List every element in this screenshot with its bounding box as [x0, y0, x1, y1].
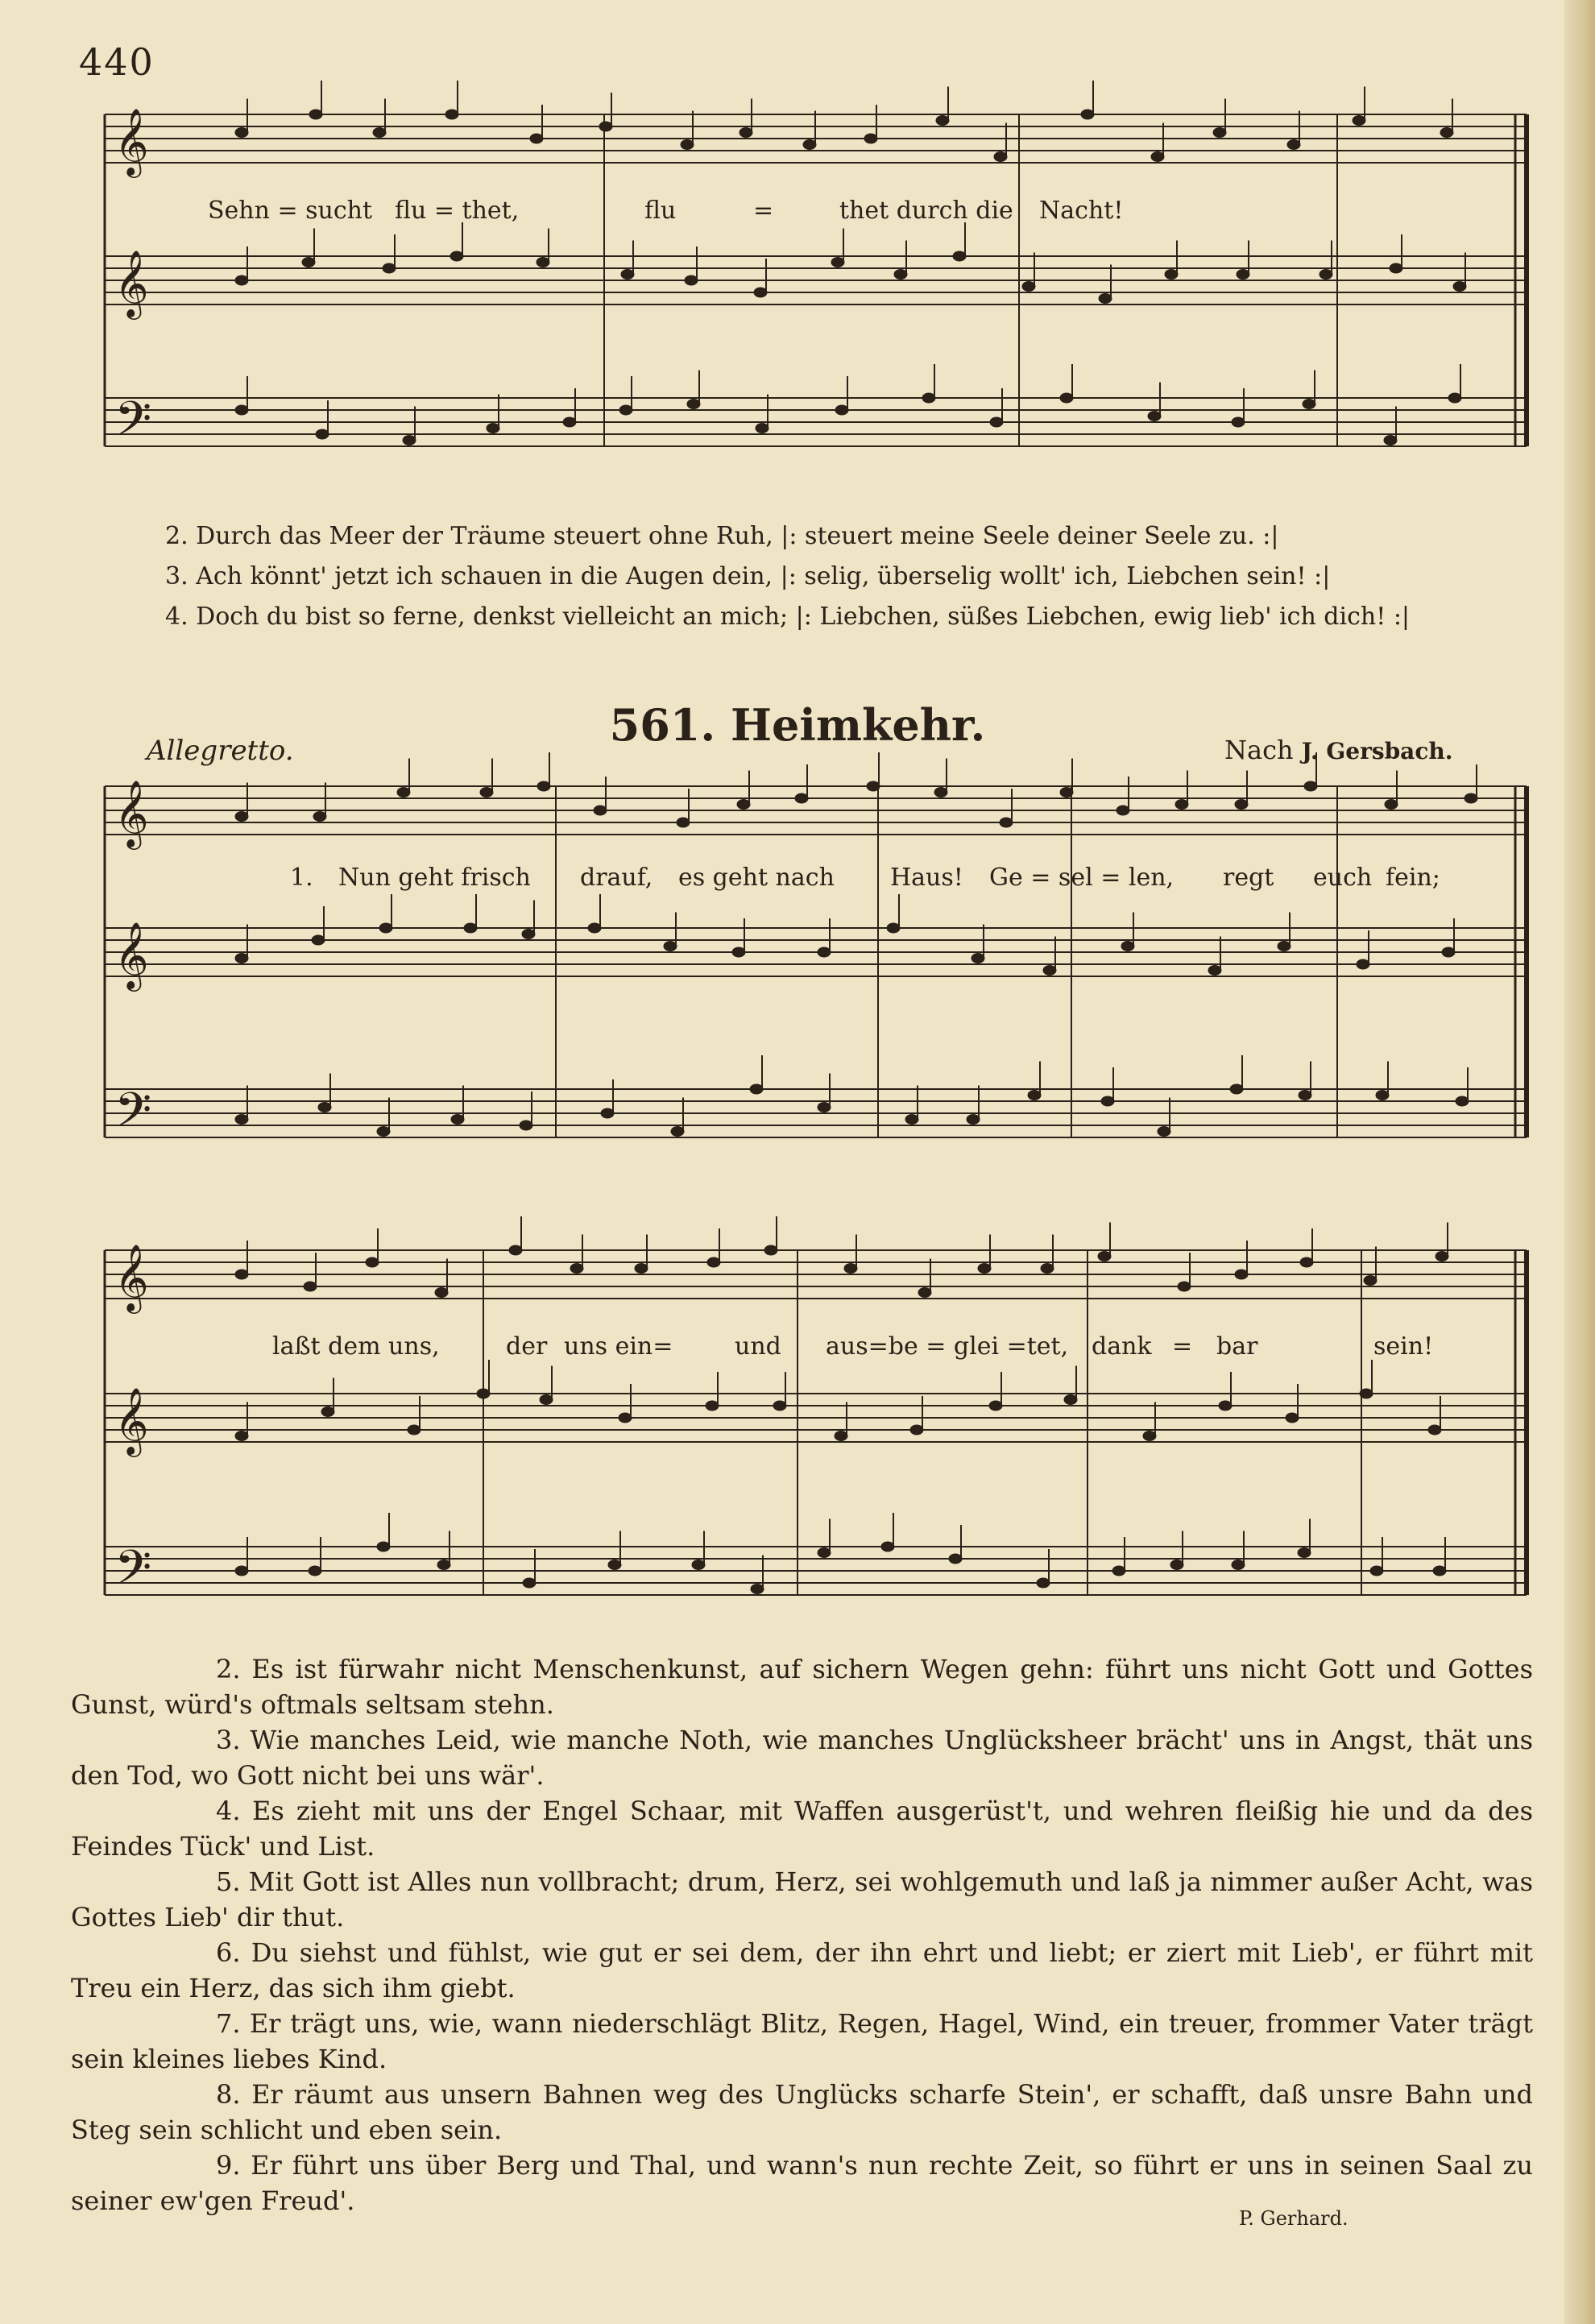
note-head [1098, 1252, 1111, 1261]
note-head [397, 788, 410, 797]
lyric-syllable: bar [1216, 1332, 1258, 1361]
note-head [835, 405, 848, 415]
note-head [707, 1257, 720, 1267]
note-head [1303, 400, 1315, 409]
note-head [818, 1548, 831, 1558]
stanza-text: Er räumt aus unsern Bahnen weg des Unglücks scharfe Stein', er schafft, daß unsre Bahn und Steg sein schlicht und eben sein. [71, 2079, 1534, 2145]
lyric-syllable: flu = thet, [395, 197, 520, 225]
lyric-syllable: Haus! [890, 864, 963, 892]
note-head [1178, 1282, 1191, 1291]
note-head [1213, 128, 1226, 138]
note-head [313, 812, 326, 822]
lyric-syllable: und [735, 1332, 781, 1361]
note-head [1148, 412, 1161, 421]
note-head [905, 1115, 918, 1125]
stanza-text: Wie manches Leid, wie manche Noth, wie manches Unglücksheer brächt' uns in Angst, thät uns den Tod, wo Gott nicht bei uns wär'. [71, 1725, 1534, 1791]
note-head [522, 930, 535, 939]
stanza-paragraph [71, 2077, 1533, 2148]
page-number: 440 [79, 40, 155, 84]
verse-line: 4. Doch du bist so ferne, denkst vielleicht an mich; |: Liebchen, süßes Liebchen, ewig lieb' ich dich! :| [165, 603, 1411, 631]
lyric-syllable: Sehn = sucht [208, 197, 373, 225]
note-head [1320, 270, 1332, 280]
tempo-marking: Allegretto. [147, 735, 294, 767]
note-head [803, 140, 816, 150]
note-head [685, 275, 698, 285]
note-head [1237, 270, 1249, 280]
note-head [520, 1121, 532, 1130]
note-head [312, 935, 325, 945]
note-head [1376, 1091, 1389, 1100]
lyric-syllable: Nun geht frisch [338, 864, 531, 892]
note-head [1300, 1257, 1313, 1267]
stanza-paragraph [71, 1793, 1533, 1864]
stanza-number: 5. [216, 1866, 241, 1897]
note-head [681, 140, 694, 150]
note-head [1175, 800, 1188, 810]
note-head [922, 393, 935, 403]
note-head [570, 1264, 583, 1274]
treble-clef-icon: 𝄞 [114, 779, 149, 847]
note-head [692, 1560, 705, 1570]
note-head [530, 134, 543, 143]
note-head [304, 1282, 317, 1291]
note-head [599, 122, 612, 131]
note-head [1041, 1264, 1054, 1274]
note-head [994, 152, 1007, 162]
stanza-number: 9. [216, 2150, 241, 2181]
note-head [887, 923, 900, 933]
note-head [894, 270, 907, 280]
note-head [477, 1389, 490, 1398]
stanza-text: Du siehst und fühlst, wie gut er sei dem, der ihn ehrt und liebt; er ziert mit Lieb', er führt mit Treu ein Herz, das sich ihm giebt. [71, 1937, 1534, 2003]
note-head [867, 781, 880, 791]
note-head [621, 270, 634, 280]
stanza-number: 8. [216, 2079, 241, 2110]
composer-name: J. Gersbach. [1301, 738, 1453, 764]
lyric-syllable: 1. [290, 864, 313, 892]
note-head [989, 1401, 1002, 1411]
treble-clef-icon: 𝄞 [114, 249, 149, 317]
note-head [1456, 1096, 1469, 1106]
note-head [1385, 800, 1398, 810]
note-head [881, 1542, 894, 1551]
note-head [1298, 1548, 1311, 1558]
note-head [1099, 294, 1112, 304]
hymn-title: 561. Heimkehr. [609, 699, 986, 751]
note-head [1116, 806, 1129, 815]
note-head [1081, 110, 1094, 119]
note-head [309, 110, 322, 119]
note-head [537, 781, 550, 791]
note-head [1101, 1096, 1114, 1106]
verse-line: 2. Durch das Meer der Träume steuert ohne Ruh, |: steuert meine Seele deiner Seele zu. :| [165, 522, 1279, 550]
note-head [831, 258, 844, 267]
note-head [818, 947, 831, 957]
note-head [677, 818, 690, 827]
stanza-paragraph [71, 2006, 1533, 2077]
note-head [934, 788, 947, 797]
lyric-syllable: sein! [1373, 1332, 1434, 1361]
note-head [377, 1127, 390, 1137]
note-head [1278, 942, 1290, 951]
note-head [450, 251, 463, 261]
note-head [1390, 263, 1402, 273]
note-head [1440, 128, 1453, 138]
treble-clef-icon: 𝄞 [114, 1386, 149, 1454]
note-head [1232, 1560, 1245, 1570]
lyric-syllable: euch [1313, 864, 1373, 892]
stanza-number: 3. [216, 1725, 241, 1755]
bass-clef-icon: 𝄢 [114, 1539, 152, 1607]
bass-clef-icon: 𝄢 [114, 391, 152, 458]
note-head [1235, 1270, 1248, 1279]
treble-clef-icon: 𝄞 [114, 1243, 149, 1311]
lyric-syllable: drauf, [580, 864, 653, 892]
note-head [1453, 282, 1466, 292]
note-head [366, 1257, 379, 1267]
note-head [754, 288, 767, 297]
note-head [1357, 959, 1369, 969]
stanza-text: Er führt uns über Berg und Thal, und wann's nun rechte Zeit, so führt er uns in seinen Saal zu seiner ew'gen Freud'. [71, 2150, 1533, 2216]
note-head [1286, 1413, 1299, 1423]
note-head [990, 417, 1003, 427]
note-head [1219, 1401, 1232, 1411]
note-head [1428, 1425, 1441, 1435]
note-head [235, 405, 248, 415]
stanza-paragraph [71, 1651, 1533, 1722]
note-head [953, 251, 966, 261]
lyric-syllable: dank [1092, 1332, 1152, 1361]
stanza-text: Er trägt uns, wie, wann niederschlägt Blitz, Regen, Hagel, Wind, ein treuer, frommer Vater trägt sein kleines liebes Kind. [71, 2008, 1534, 2074]
note-head [1364, 1276, 1377, 1286]
note-head [1158, 1127, 1170, 1137]
note-head [594, 806, 607, 815]
note-head [316, 429, 329, 439]
note-head [235, 128, 248, 138]
lyric-syllable: = [753, 197, 774, 225]
composer-credit [1224, 735, 1452, 765]
stanza-paragraph [71, 1935, 1533, 2006]
lyric-syllable: fein; [1386, 864, 1440, 892]
note-head [235, 1566, 248, 1576]
note-head [523, 1578, 536, 1588]
note-head [509, 1245, 522, 1255]
note-head [408, 1425, 420, 1435]
lyric-syllable: = [1172, 1332, 1193, 1361]
note-head [1208, 966, 1221, 976]
note-head [1299, 1091, 1311, 1100]
note-head [235, 954, 248, 963]
treble-clef-icon: 𝄞 [114, 921, 149, 988]
note-head [1022, 282, 1035, 292]
note-head [978, 1264, 991, 1274]
note-head [949, 1554, 962, 1564]
note-head [756, 424, 768, 433]
note-head [480, 788, 493, 797]
note-head [445, 110, 458, 119]
note-head [487, 424, 499, 433]
note-head [235, 1115, 248, 1125]
note-head [464, 923, 477, 933]
note-head [1353, 116, 1365, 126]
lyric-syllable: laßt dem uns, [272, 1332, 440, 1361]
lyric-syllable: Nacht! [1039, 197, 1124, 225]
note-head [751, 1585, 764, 1594]
note-head [619, 1413, 632, 1423]
note-head [373, 128, 386, 138]
note-head [309, 1566, 321, 1576]
stanza-number: 4. [216, 1796, 241, 1826]
note-head [1232, 417, 1245, 427]
note-head [687, 400, 700, 409]
note-head [1235, 800, 1248, 810]
note-head [1448, 393, 1461, 403]
note-head [764, 1245, 777, 1255]
stanza-number: 2. [216, 1654, 241, 1684]
note-head [235, 275, 248, 285]
note-head [1060, 393, 1073, 403]
bass-clef-icon: 𝄢 [114, 1082, 152, 1150]
note-head [1151, 152, 1164, 162]
note-head [1464, 793, 1477, 803]
note-head [379, 923, 392, 933]
note-head [737, 800, 750, 810]
note-head [1043, 966, 1056, 976]
note-head [1433, 1566, 1446, 1576]
note-head [235, 1431, 248, 1441]
note-head [1287, 140, 1300, 150]
composer-prefix: Nach [1224, 735, 1294, 765]
note-head [318, 1103, 331, 1112]
note-head [1230, 1084, 1243, 1094]
note-head [437, 1560, 450, 1570]
note-head [451, 1115, 464, 1125]
lyric-syllable: flu [644, 197, 677, 225]
stanza-number: 7. [216, 2008, 241, 2039]
note-head [1028, 1091, 1041, 1100]
note-head [540, 1395, 553, 1405]
note-head [1384, 436, 1397, 445]
note-head [383, 263, 396, 273]
note-head [321, 1407, 334, 1417]
note-head [601, 1108, 614, 1118]
note-head [608, 1560, 621, 1570]
note-head [795, 793, 808, 803]
note-head [619, 405, 632, 415]
verse-line: 3. Ach könnt' jetzt ich schauen in die Augen dein, |: selig, überselig wollt' ich, Liebchen sein! :| [165, 562, 1331, 590]
note-head [377, 1542, 390, 1551]
note-head [563, 417, 576, 427]
note-head [235, 812, 248, 822]
note-head [1170, 1560, 1183, 1570]
note-head [936, 116, 949, 126]
lyric-syllable: es geht nach [678, 864, 835, 892]
note-head [910, 1425, 923, 1435]
note-head [1060, 788, 1073, 797]
stanza-text: Es ist fürwahr nicht Menschenkunst, auf sichern Wegen gehn: führt uns nicht Gott und Gottes Gunst, würd's oftmals seltsam stehn. [71, 1654, 1534, 1720]
note-head [1112, 1566, 1125, 1576]
lyric-syllable: uns ein= [564, 1332, 673, 1361]
note-head [844, 1264, 857, 1274]
stanza-text: Es zieht mit uns der Engel Schaar, mit Waffen ausgerüst't, und wehren fleißig hie und da des Feindes Tück' und List. [71, 1796, 1534, 1862]
note-head [235, 1270, 248, 1279]
note-head [1143, 1431, 1156, 1441]
note-head [1165, 270, 1178, 280]
note-head [1360, 1389, 1373, 1398]
note-head [740, 128, 752, 138]
note-head [1304, 781, 1317, 791]
lyric-syllable: Ge = sel = len, [989, 864, 1174, 892]
note-head [732, 947, 745, 957]
note-head [1436, 1252, 1448, 1261]
note-head [435, 1288, 448, 1298]
note-head [818, 1103, 831, 1112]
note-head [671, 1127, 684, 1137]
stanza-number: 6. [216, 1937, 241, 1968]
stanza-paragraph [71, 1722, 1533, 1793]
note-head [1037, 1578, 1050, 1588]
note-head [302, 258, 315, 267]
note-head [750, 1084, 763, 1094]
note-head [1442, 947, 1455, 957]
note-head [588, 923, 601, 933]
note-head [403, 436, 416, 445]
lyric-syllable: thet durch die [839, 197, 1013, 225]
note-head [635, 1264, 648, 1274]
lyric-syllable: regt [1223, 864, 1274, 892]
lyric-syllable: der [506, 1332, 548, 1361]
note-head [972, 954, 984, 963]
author-signature: P. Gerhard. [1239, 2207, 1348, 2230]
note-head [1064, 1395, 1077, 1405]
stanza-paragraph [71, 1864, 1533, 1935]
note-head [864, 134, 877, 143]
note-head [1000, 818, 1013, 827]
note-head [1370, 1566, 1383, 1576]
treble-clef-icon: 𝄞 [114, 107, 149, 175]
note-head [773, 1401, 786, 1411]
stanza-text: Mit Gott ist Alles nun vollbracht; drum, Herz, sei wohlgemuth und laß ja nimmer außer Acht, was Gottes Lieb' dir thut. [71, 1866, 1534, 1933]
note-head [967, 1115, 980, 1125]
note-head [1121, 942, 1134, 951]
note-head [664, 942, 677, 951]
note-head [536, 258, 549, 267]
note-head [918, 1288, 931, 1298]
note-head [706, 1401, 719, 1411]
note-head [835, 1431, 847, 1441]
lyric-syllable: aus=be = glei =tet, [826, 1332, 1069, 1361]
